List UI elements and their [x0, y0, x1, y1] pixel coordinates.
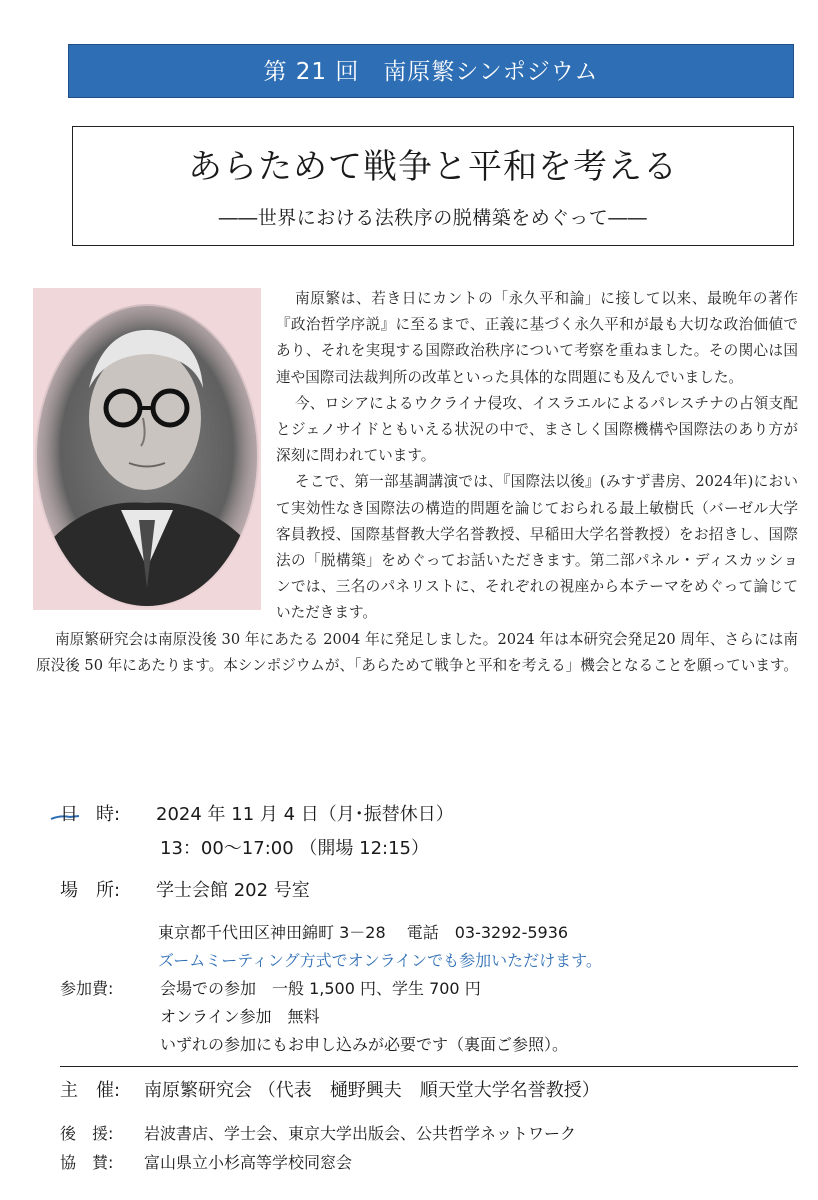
intro-paragraph: そこで、第一部基調講演では、『国際法以後』(みすず書房、2024年)において実効性なき国際法の構造的問題を論じておられる最上敏樹氏（バーゼル大学客員教授、国際基督教大学名誉教授、早稲田大学名誉教授）をお招きし、国際法の「脱構築」をめぐってお話いただきます。第二部パネル・ディスカッションでは、三名のパネリストに、それぞれの視座から本テーマをめぐって論じていただきます。 [276, 473, 798, 622]
venue-name: 学士会館 202 号室 [156, 880, 310, 901]
title-box [72, 126, 794, 246]
cosponsor-label: 協 賛: [60, 1153, 114, 1172]
time-value: 13：00～17:00 （開場 12:15） [160, 838, 429, 859]
venue-label: 場 所: [60, 880, 121, 901]
subtitle: ――世界における法秩序の脱構築をめぐって―― [218, 207, 648, 229]
banner-text: 第 21 回 南原繁シンポジウム [263, 59, 599, 85]
fee-online: オンライン参加 無料 [160, 1007, 320, 1026]
main-title: あらためて戦争と平和を考える [188, 147, 678, 187]
fee-registration-note: いずれの参加にもお申し込みが必要です（裏面ご参照）。 [160, 1035, 569, 1054]
divider [60, 1066, 798, 1067]
portrait-text-wrap [36, 286, 276, 622]
date-value: 2024 年 11 月 4 日（月･振替休日） [156, 804, 454, 825]
support-value: 岩波書店、学士会、東京大学出版会、公共哲学ネットワーク [144, 1124, 577, 1143]
symposium-banner [68, 44, 794, 98]
organizer-value: 南原繁研究会 （代表 樋野興夫 順天堂大学名誉教授） [144, 1080, 600, 1101]
support-label: 後 援: [60, 1124, 114, 1143]
venue-address: 東京都千代田区神田錦町 3－28 電話 03-3292-5936 [158, 923, 569, 942]
online-note: ズームミーティング方式でオンラインでも参加いただけます。 [158, 951, 602, 970]
intro-paragraph: 南原繁研究会は南原没後 30 年にあたる 2004 年に発足しました。2024 年は本研究会発足20 周年、さらには南原没後 50 年にあたります。本シンポジウムが、「あらためて戦争と平和を考える」機会となることを願っています。 [36, 630, 798, 674]
organizer-label: 主 催: [60, 1080, 121, 1101]
intro-paragraph: 南原繁は、若き日にカントの「永久平和論」に接して以来、最晩年の著作『政治哲学序説』に至るまで、正義に基づく永久平和が最も大切な政治価値であり、それを実現する国際政治秩序について考察を重ねました。その関心は国連や国際司法裁判所の改革といった具体的な問題にも及んでいました。 [276, 290, 798, 386]
intro-paragraph: 今、ロシアによるウクライナ侵攻、イスラエルによるパレスチナの占領支配とジェノサイドともいえる状況の中で、まさしく国際機構や国際法のあり方が深刻に問われています。 [276, 394, 798, 465]
fee-onsite: 会場での参加 一般 1,500 円、学生 700 円 [160, 979, 481, 998]
cosponsor-value: 富山県立小杉高等学校同窓会 [144, 1153, 353, 1172]
intro-text [36, 286, 798, 679]
date-label: 日 時: [60, 804, 121, 825]
fee-label: 参加費: [60, 979, 114, 998]
